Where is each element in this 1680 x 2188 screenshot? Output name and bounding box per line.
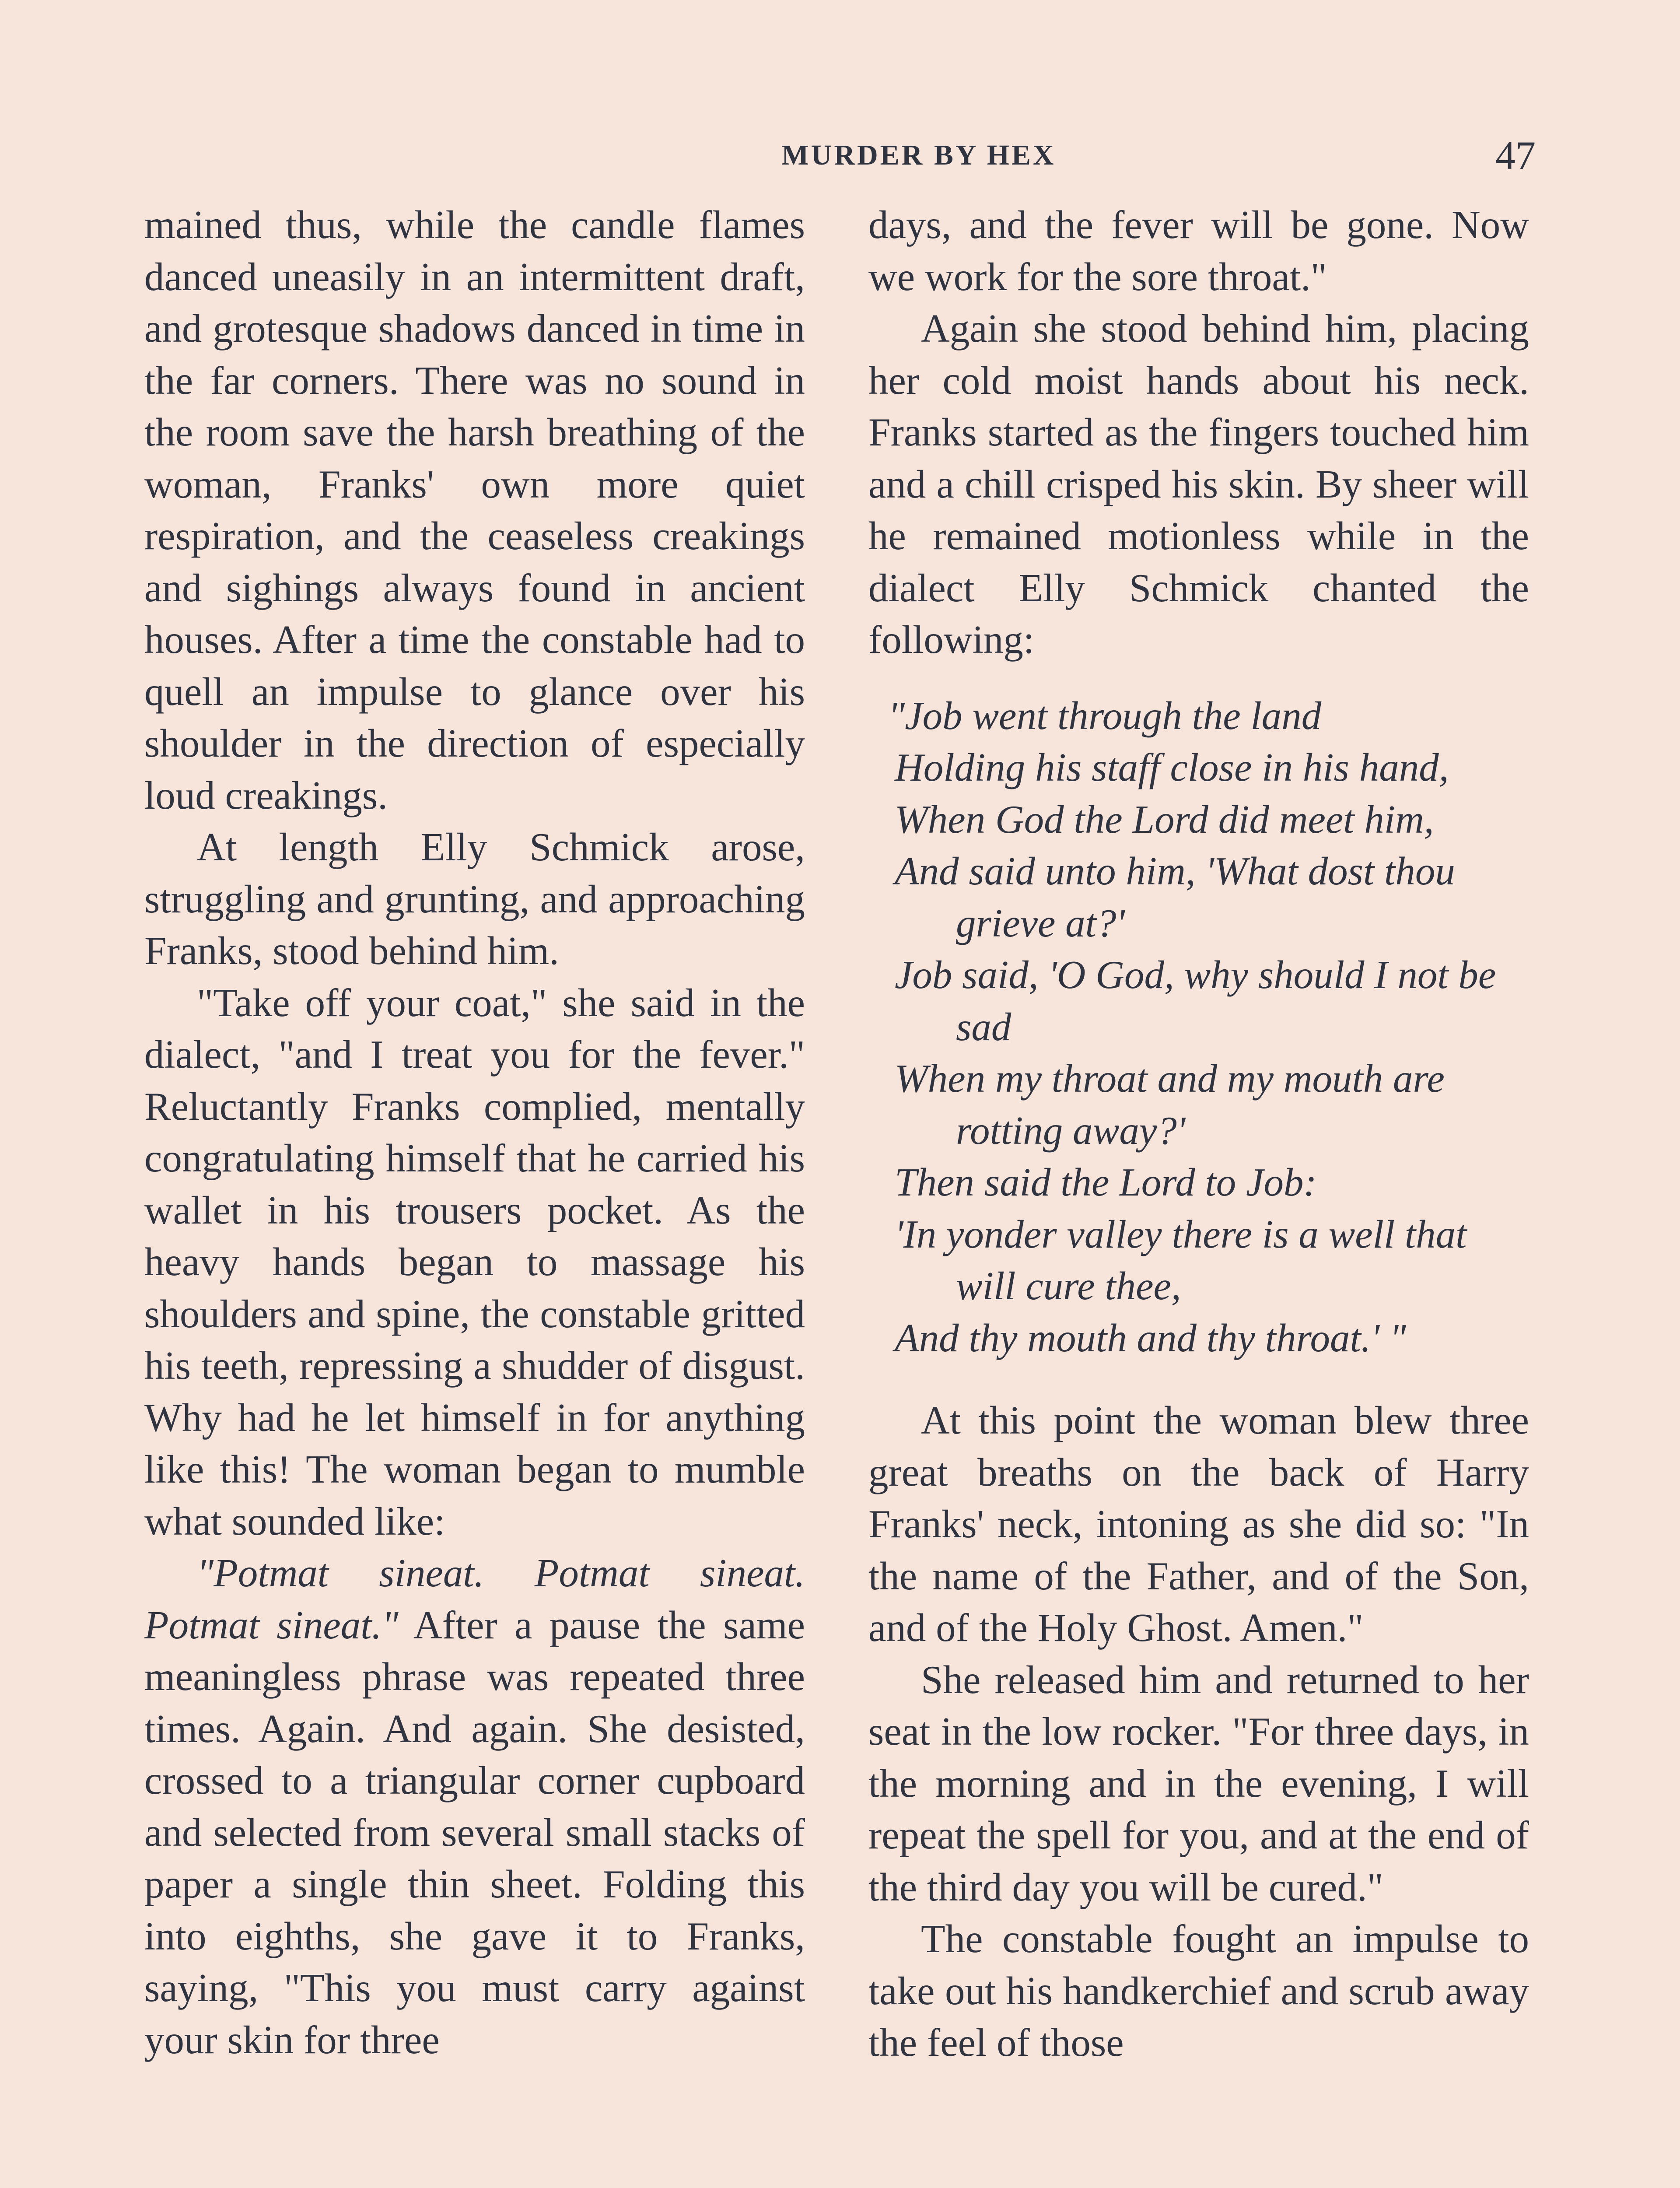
poem-line: 'In yonder valley there is a well that will cure thee, (895, 1212, 1467, 1308)
poem-line: Holding his staff close in his hand, (895, 745, 1449, 789)
poem-line: When God the Lord did meet him, (895, 797, 1434, 842)
page-header (144, 131, 1536, 179)
paragraph: mained thus, while the candle flames danced uneasily in an intermittent draft, and grotesque shadows danced in time in the far corners. There was no sound in the room save the harsh breathing of the woman, Franks' own more quiet respiration, and the ceaseless creakings and sighings always found in ancient houses. After a time the constable had to quell an impulse to glance over his shoulder in the direction of especially loud creakings. (144, 203, 805, 817)
page-number: 47 (1495, 133, 1536, 178)
paragraph: At length Elly Schmick arose, struggling and grunting, and approaching Franks, stood behind him. (144, 825, 805, 973)
poem-line: And said unto him, 'What dost thou grieve at?' (895, 849, 1455, 945)
spell-phrase: "Potmat sineat. Potmat sineat. Potmat sineat." (144, 1551, 805, 1647)
right-column (868, 199, 1529, 2188)
paragraph: At this point the woman blew three great breaths on the back of Harry Franks' neck, intoning as she did so: "In the name of the Father, and of the Son, and of the Holy Ghost. Amen." (868, 1398, 1529, 1650)
running-title: MURDER BY HEX (781, 139, 1056, 171)
poem-line: Then said the Lord to Job: (895, 1160, 1317, 1204)
chant-poem (868, 690, 1529, 1364)
poem-line: Job said, 'O God, why should I not be sad (895, 953, 1496, 1049)
left-column (144, 199, 805, 2188)
poem-line: "Job went through the land (888, 693, 1322, 738)
paragraph-text: After a pause the same meaningless phrase was repeated three times. Again. And again. She desisted, crossed to a triangular corner cupboard and selected from several small stacks of paper a single thin sheet. Folding this into eighths, she gave it to Franks, saying, "This you must carry against your skin for three (144, 1602, 805, 2062)
poem-line: When my throat and my mouth are rotting away?' (895, 1056, 1445, 1153)
paragraph: "Take off your coat," she said in the dialect, "and I treat you for the fever." Reluctantly Franks complied, mentally congratulating himself that he carried his wallet in his trousers pocket. As the heavy hands began to massage his shoulders and spine, the constable gritted his teeth, repressing a shudder of disgust. Why had he let himself in for anything like this! The woman began to mumble what sounded like: (144, 980, 805, 1543)
paragraph: She released him and returned to her seat in the low rocker. "For three days, in the morning and in the evening, I will repeat the spell for you, and at the end of the third day you will be cured." (868, 1657, 1529, 1909)
paragraph: days, and the fever will be gone. Now we work for the sore throat." (868, 203, 1529, 299)
poem-line: And thy mouth and thy throat.' " (895, 1315, 1406, 1360)
paragraph-with-spell (144, 1547, 805, 2066)
paragraph: Again she stood behind him, placing her cold moist hands about his neck. Franks started as the fingers touched him and a chill crisped his skin. By sheer will he remained motionless while in the dialect Elly Schmick chanted the following: (868, 306, 1529, 662)
paragraph: The constable fought an impulse to take out his handkerchief and scrub away the feel of those (868, 1917, 1529, 2065)
